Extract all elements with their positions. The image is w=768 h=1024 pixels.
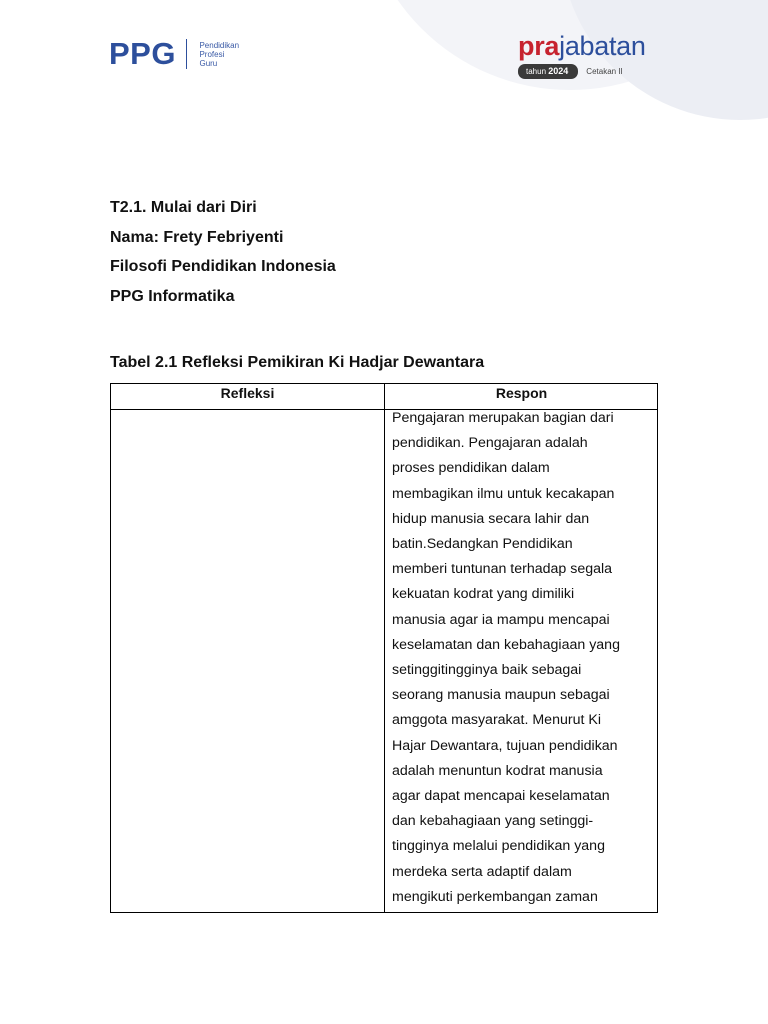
column-header-respon: Respon <box>495 385 548 401</box>
ppg-logo-subtitle <box>199 41 239 68</box>
respon-text-line: kekuatan kodrat yang dimiliki <box>392 586 575 603</box>
respon-text-line: Pengajaran merupakan bagian dari <box>392 410 614 426</box>
ppg-logo-divider <box>186 39 188 69</box>
ppg-logo-sub-line: Guru <box>199 58 218 68</box>
respon-text-line: adalah menuntun kodrat manusia <box>392 762 603 779</box>
respon-text-line: setinggitingginya baik sebagai <box>392 662 582 679</box>
respon-text-line: keselamatan dan kebahagiaan yang <box>392 636 620 653</box>
respon-text-line: Hajar Dewantara, tujuan pendidikan <box>392 737 618 754</box>
prajabatan-year-prefix: tahun <box>526 67 547 76</box>
respon-text-line: membagikan ilmu untuk kecakapan <box>392 485 615 502</box>
course-name: Filosofi Pendidikan Indonesia <box>110 258 336 275</box>
ppg-logo-sub-line: Pendidikan <box>199 40 240 50</box>
prajabatan-edition: Cetakan II <box>586 67 623 76</box>
ppg-logo-word: PPG <box>109 36 176 71</box>
prajabatan-year-badge <box>518 64 578 79</box>
prajabatan-year: 2024 <box>548 66 569 76</box>
table-title: Tabel 2.1 Refleksi Pemikiran Ki Hadjar Dewantara <box>110 354 485 371</box>
respon-text-line: amggota masyarakat. Menurut Ki <box>392 712 601 729</box>
respon-text-line: merdeka serta adaptif dalam <box>392 863 572 880</box>
program-name: PPG Informatika <box>110 287 235 305</box>
respon-text-line: agar dapat mencapai keselamatan <box>392 788 610 805</box>
respon-text-line: hidup manusia secara lahir dan <box>392 510 590 527</box>
cell-respon <box>392 406 654 910</box>
task-title: T2.1. Mulai dari Diri <box>110 199 257 216</box>
document-header <box>110 193 336 311</box>
respon-text-line: memberi tuntunan terhadap segala <box>392 561 613 578</box>
respon-text-line: manusia agar ia mampu mencapai <box>392 611 610 628</box>
prajabatan-badge <box>518 64 664 79</box>
respon-text-line: batin.Sedangkan Pendidikan <box>392 536 573 553</box>
column-divider <box>384 384 385 912</box>
column-header-refleksi: Refleksi <box>220 385 275 401</box>
respon-text-line: dan kebahagiaan yang setinggi- <box>392 813 594 830</box>
student-name: Nama: Frety Febriyenti <box>110 228 284 246</box>
prajabatan-logo <box>518 31 664 79</box>
prajabatan-logo-word <box>518 31 664 61</box>
reflection-table <box>110 383 658 913</box>
prajabatan-logo-jabatan: jabatan <box>559 31 646 61</box>
respon-text-line: tingginya melalui pendidikan yang <box>392 838 605 855</box>
respon-text-line: mengikuti perkembangan zaman <box>392 888 598 905</box>
respon-text-line: seorang manusia maupun sebagai <box>392 687 610 704</box>
ppg-logo-sub-line: Profesi <box>199 49 225 59</box>
respon-text-line: pendidikan. Pengajaran adalah <box>392 435 588 452</box>
respon-text-line: proses pendidikan dalam <box>392 460 550 477</box>
ppg-logo <box>109 34 239 74</box>
prajabatan-logo-pra: pra <box>518 31 560 61</box>
